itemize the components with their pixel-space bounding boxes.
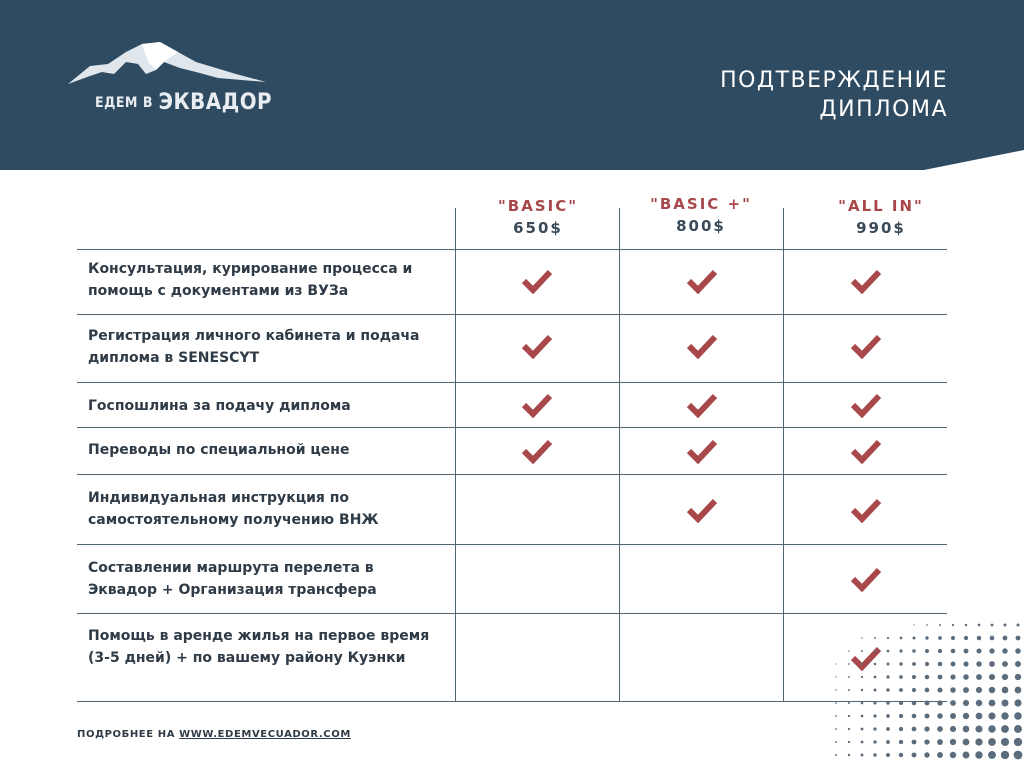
- checkmark-icon: [686, 497, 718, 523]
- decorative-dot: [835, 754, 837, 756]
- decorative-dot: [900, 637, 903, 640]
- column-divider: [783, 208, 784, 702]
- checkmark-icon: [686, 392, 718, 418]
- decorative-dot: [965, 624, 967, 626]
- decorative-dot: [925, 649, 929, 653]
- decorative-dot: [835, 728, 837, 730]
- decorative-dot: [861, 650, 863, 652]
- decorative-dot: [886, 753, 890, 757]
- decorative-dot: [925, 701, 930, 706]
- decorative-dot: [963, 752, 970, 759]
- decorative-dot: [989, 687, 995, 693]
- footer: [77, 729, 351, 740]
- decorative-dot: [937, 700, 942, 705]
- website-link[interactable]: WWW.EDEMVECUADOR.COM: [179, 729, 351, 740]
- decorative-dot: [976, 661, 981, 666]
- decorative-dot: [925, 688, 930, 693]
- decorative-dot: [848, 728, 850, 730]
- decorative-dot: [848, 676, 850, 678]
- plan-all-in-header: [806, 197, 956, 237]
- decorative-dot: [886, 727, 890, 731]
- decorative-dot: [963, 713, 969, 719]
- decorative-dot: [1002, 648, 1007, 653]
- decorative-dot: [848, 702, 850, 704]
- decorative-dot: [886, 740, 890, 744]
- decorative-dot: [950, 713, 956, 719]
- decorative-dot: [950, 674, 955, 679]
- decorative-dot: [1001, 712, 1008, 719]
- page-title-line1: ПОДТВЕРЖДЕНИЕ: [720, 68, 948, 93]
- decorative-dot: [1014, 738, 1022, 746]
- footer-prefix: ПОДРОБНЕЕ НА: [77, 729, 176, 740]
- plan-name: "BASIC +": [650, 195, 752, 213]
- decorative-dot: [938, 636, 942, 640]
- plan-price: 650$: [513, 219, 563, 237]
- decorative-dot: [1014, 699, 1021, 706]
- decorative-dot: [887, 663, 890, 666]
- decorative-dot: [937, 752, 943, 758]
- checkmark-icon: [850, 392, 882, 418]
- decorative-dot: [1015, 648, 1020, 653]
- feature-label: Помощь в аренде жилья на первое время (3-5 дней) + по вашему району Куэнки: [88, 628, 430, 666]
- decorative-dot: [912, 662, 916, 666]
- decorative-dot: [989, 648, 994, 653]
- page-title-line2: ДИПЛОМА: [819, 97, 948, 122]
- row-divider: [77, 613, 947, 614]
- decorative-dot: [975, 738, 982, 745]
- decorative-dot: [899, 649, 902, 652]
- decorative-dot: [861, 676, 863, 678]
- decorative-dot: [912, 649, 916, 653]
- header-banner: [0, 0, 1024, 170]
- decorative-dot: [1002, 687, 1009, 694]
- decorative-dot: [912, 740, 917, 745]
- plan-price: 800$: [676, 217, 726, 235]
- decorative-dot: [926, 624, 928, 626]
- decorative-dot: [848, 715, 850, 717]
- decorative-dot: [899, 727, 903, 731]
- decorative-dots-pattern: [830, 580, 1024, 768]
- decorative-dot: [964, 636, 968, 640]
- decorative-dot: [912, 714, 917, 719]
- column-divider: [619, 208, 620, 702]
- decorative-dot: [861, 689, 863, 691]
- decorative-dot: [899, 740, 903, 744]
- decorative-dot: [912, 636, 915, 639]
- decorative-dot: [976, 700, 983, 707]
- decorative-dot: [1003, 636, 1008, 641]
- decorative-dot: [924, 752, 929, 757]
- decorative-dot: [989, 700, 996, 707]
- decorative-dot: [912, 753, 917, 758]
- decorative-dot: [874, 650, 876, 652]
- checkmark-icon: [850, 333, 882, 359]
- decorative-dot: [861, 663, 863, 665]
- feature-label: Госпошлина за подачу диплома: [88, 398, 351, 414]
- decorative-dot: [963, 687, 969, 693]
- checkmark-icon: [850, 268, 882, 294]
- row-divider: [77, 701, 947, 702]
- feature-label: Переводы по специальной цене: [88, 442, 350, 458]
- decorative-dot: [938, 675, 943, 680]
- decorative-dot: [835, 741, 837, 743]
- decorative-dot: [963, 700, 969, 706]
- decorative-dot: [873, 727, 876, 730]
- decorative-dot: [988, 738, 996, 746]
- decorative-dot: [978, 624, 981, 627]
- decorative-dot: [976, 687, 982, 693]
- checkmark-icon: [850, 438, 882, 464]
- decorative-dot: [975, 725, 982, 732]
- feature-label: Индивидуальная инструкция по самостоятельному получению ВНЖ: [88, 490, 379, 528]
- decorative-dot: [912, 675, 916, 679]
- row-divider: [77, 474, 947, 475]
- decorative-dot: [1001, 738, 1009, 746]
- brand-name: [95, 90, 272, 115]
- decorative-dot: [991, 624, 994, 627]
- decorative-dot: [886, 714, 890, 718]
- feature-label: Регистрация личного кабинета и подача диплома в SENESCYT: [88, 328, 420, 366]
- decorative-dot: [963, 674, 969, 680]
- decorative-dot: [1014, 751, 1023, 760]
- decorative-dot: [938, 662, 943, 667]
- decorative-dot: [989, 674, 995, 680]
- decorative-dot: [952, 624, 954, 626]
- checkmark-icon: [521, 438, 553, 464]
- plan-name: "BASIC": [497, 197, 579, 215]
- decorative-dot: [937, 739, 943, 745]
- decorative-dot: [835, 676, 836, 677]
- decorative-dot: [874, 676, 877, 679]
- decorative-dot: [861, 637, 862, 638]
- column-divider: [455, 208, 456, 702]
- decorative-dot: [989, 661, 995, 667]
- decorative-dot: [873, 714, 876, 717]
- decorative-dot: [848, 689, 850, 691]
- decorative-dot: [925, 662, 929, 666]
- decorative-dot: [937, 687, 942, 692]
- decorative-dot: [835, 663, 836, 664]
- row-divider: [77, 382, 947, 383]
- decorative-dot: [861, 741, 864, 744]
- decorative-dot: [951, 649, 956, 654]
- decorative-dot: [990, 636, 995, 641]
- decorative-dot: [1001, 699, 1008, 706]
- brand-small-text: ЕДЕМ В: [95, 95, 153, 111]
- decorative-dot: [899, 688, 903, 692]
- decorative-dot: [951, 662, 956, 667]
- decorative-dot: [835, 702, 837, 704]
- checkmark-icon: [686, 268, 718, 294]
- decorative-dot: [924, 739, 929, 744]
- decorative-dot: [939, 624, 941, 626]
- decorative-dot: [848, 663, 850, 665]
- decorative-dot: [861, 754, 864, 757]
- decorative-dot: [899, 753, 903, 757]
- decorative-dot: [1014, 712, 1022, 720]
- decorative-dot: [1002, 661, 1008, 667]
- decorative-dot: [835, 689, 837, 691]
- decorative-dot: [925, 636, 928, 639]
- row-divider: [77, 427, 947, 428]
- decorative-dot: [1001, 725, 1009, 733]
- decorative-dot: [848, 754, 850, 756]
- plan-basic-plus-header: [626, 195, 776, 235]
- decorative-dot: [848, 741, 850, 743]
- decorative-dot: [848, 650, 849, 651]
- decorative-dot: [899, 714, 903, 718]
- feature-label: Консультация, курирование процесса и помощь с документами из ВУЗа: [88, 261, 413, 299]
- decorative-dot: [975, 751, 982, 758]
- decorative-dot: [886, 701, 890, 705]
- checkmark-icon: [686, 333, 718, 359]
- decorative-dot: [874, 637, 876, 639]
- checkmark-icon: [850, 497, 882, 523]
- decorative-dot: [873, 701, 876, 704]
- decorative-dot: [988, 712, 995, 719]
- plan-name: "ALL IN": [838, 197, 924, 215]
- decorative-dot: [1016, 636, 1021, 641]
- decorative-dot: [1001, 751, 1009, 759]
- decorative-dot: [835, 715, 837, 717]
- row-divider: [77, 544, 947, 545]
- decorative-dot: [976, 674, 982, 680]
- decorative-dot: [886, 688, 889, 691]
- decorative-dot: [873, 753, 876, 756]
- plan-price: 990$: [856, 219, 906, 237]
- row-divider: [77, 249, 947, 250]
- decorative-dot: [964, 649, 969, 654]
- decorative-dot: [963, 661, 968, 666]
- decorative-dot: [950, 700, 956, 706]
- decorative-dot: [899, 701, 903, 705]
- feature-label: Составлении маршрута перелета в Эквадор + Организация трансфера: [88, 560, 377, 598]
- decorative-dot: [1004, 624, 1007, 627]
- decorative-dot: [950, 752, 956, 758]
- decorative-dot: [912, 701, 916, 705]
- decorative-dot: [886, 675, 889, 678]
- decorative-dot: [1015, 661, 1021, 667]
- decorative-dot: [913, 624, 914, 625]
- decorative-dot: [963, 726, 970, 733]
- decorative-dot: [937, 713, 943, 719]
- decorative-dot: [873, 740, 876, 743]
- decorative-dot: [951, 636, 955, 640]
- decorative-dot: [874, 689, 877, 692]
- decorative-dot: [912, 688, 916, 692]
- decorative-dot: [887, 650, 890, 653]
- checkmark-icon: [521, 392, 553, 418]
- decorative-dot: [874, 663, 877, 666]
- decorative-dot: [937, 726, 943, 732]
- decorative-dot: [963, 739, 970, 746]
- checkmark-icon: [521, 333, 553, 359]
- decorative-dot: [1014, 725, 1022, 733]
- checkmark-icon: [521, 268, 553, 294]
- decorative-dot: [861, 702, 864, 705]
- decorative-dot: [861, 715, 864, 718]
- brand-large-text: ЭКВАДОР: [158, 90, 273, 115]
- decorative-dot: [976, 713, 983, 720]
- decorative-dot: [1016, 623, 1019, 626]
- decorative-dot: [924, 726, 929, 731]
- decorative-dot: [988, 725, 995, 732]
- decorative-dot: [912, 727, 917, 732]
- row-divider: [77, 314, 947, 315]
- header-notch: [924, 150, 1024, 170]
- decorative-dot: [1015, 687, 1022, 694]
- decorative-dot: [1002, 674, 1008, 680]
- decorative-dot: [938, 649, 942, 653]
- decorative-dot: [976, 648, 981, 653]
- decorative-dot: [950, 687, 956, 693]
- page-title: [648, 66, 948, 124]
- checkmark-icon: [686, 438, 718, 464]
- decorative-dot: [887, 637, 889, 639]
- decorative-dot: [924, 713, 929, 718]
- decorative-dot: [977, 636, 982, 641]
- plan-basic-header: [463, 197, 613, 237]
- decorative-dot: [950, 726, 956, 732]
- decorative-dot: [899, 675, 903, 679]
- decorative-dot: [925, 675, 929, 679]
- decorative-dot: [988, 751, 996, 759]
- decorative-dot: [950, 739, 956, 745]
- decorative-dot: [1015, 674, 1021, 680]
- decorative-dot: [861, 728, 864, 731]
- decorative-dot: [899, 662, 902, 665]
